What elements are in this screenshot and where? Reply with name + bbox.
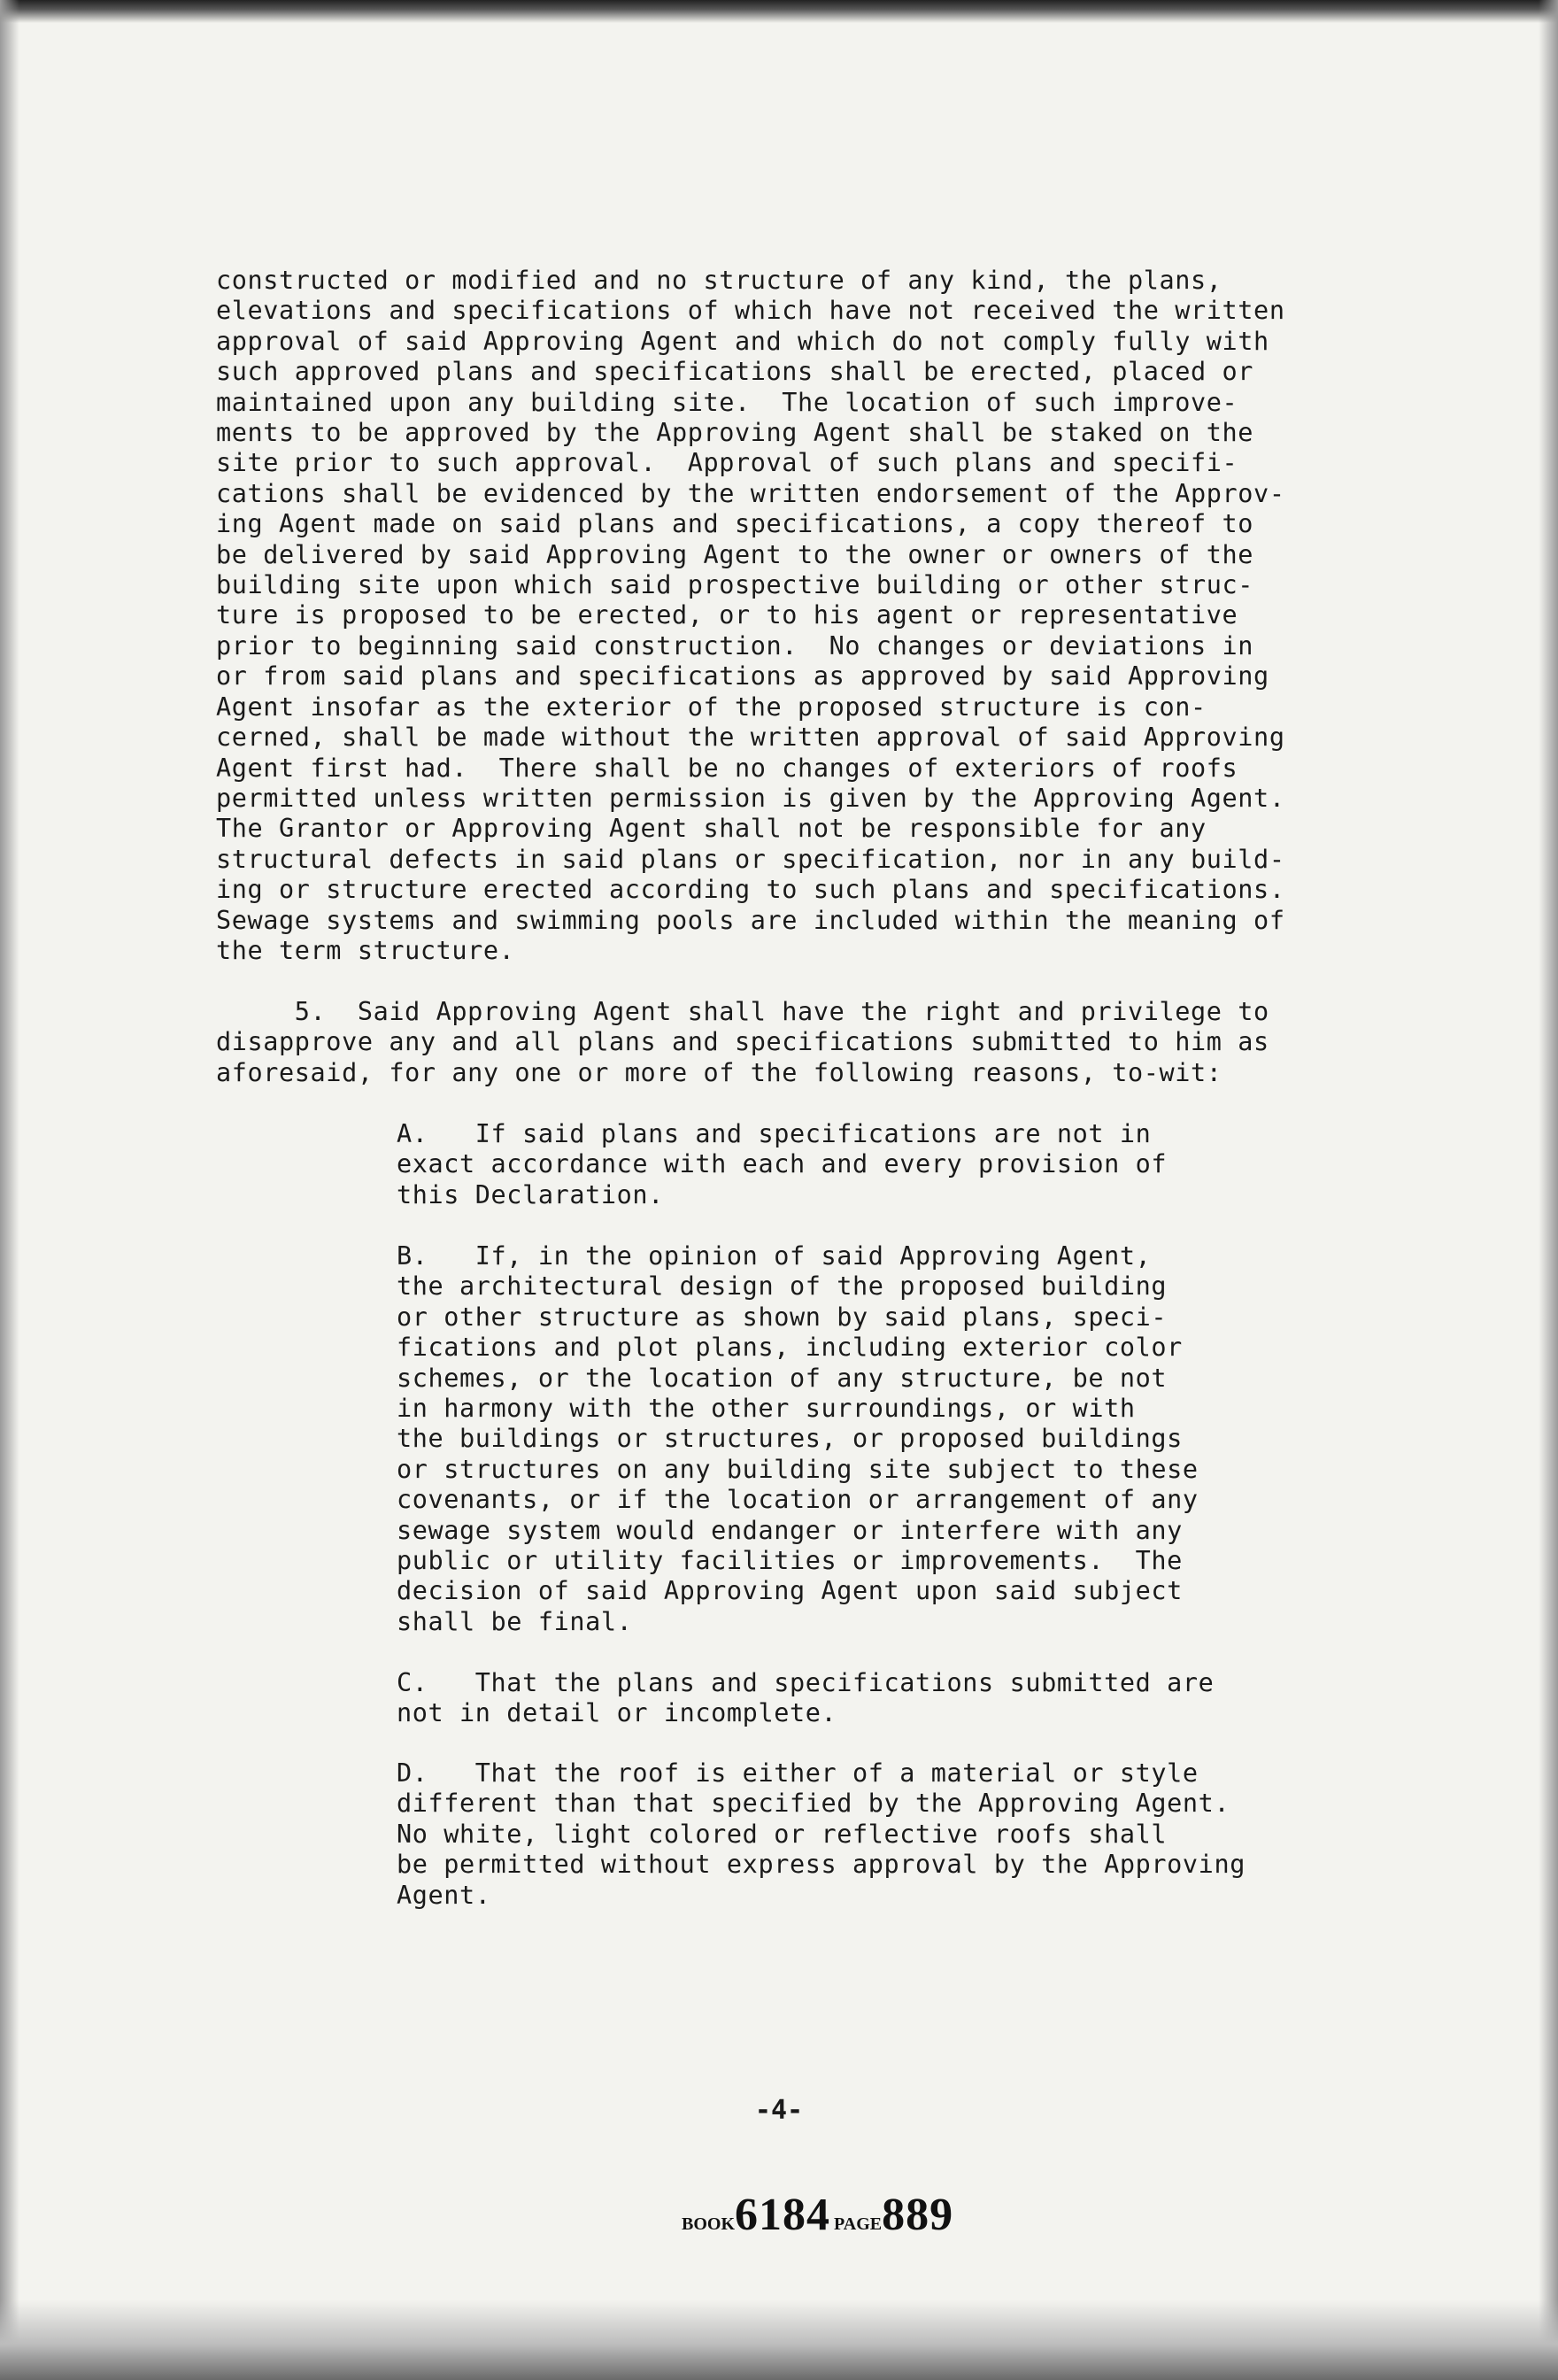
page-number: -4-	[754, 2095, 804, 2126]
text-line: shall be final.	[397, 1606, 633, 1636]
text-line: Sewage systems and swimming pools are included within the meaning of	[216, 905, 1285, 935]
text-line: The Grantor or Approving Agent shall not be responsible for any	[216, 814, 1207, 844]
scan-edge-right	[1539, 0, 1558, 2380]
text-line: cerned, shall be made without the written approval of said Approving	[216, 722, 1285, 753]
stamp-page-number: 889	[882, 2190, 954, 2240]
text-line: No white, light colored or reflective roofs shall	[397, 1819, 1168, 1849]
text-line: be delivered by said Approving Agent to the owner or owners of the	[216, 539, 1254, 569]
stamp-book-label: BOOK	[682, 2214, 736, 2234]
text-line: ing or structure erected according to such plans and specifications.	[216, 875, 1285, 905]
text-line: A. If said plans and specifications are not in	[397, 1119, 1152, 1148]
text-line: constructed or modified and no structure of any kind, the plans,	[216, 266, 1222, 295]
text-line: be permitted without express approval by the Approving	[397, 1850, 1246, 1880]
text-line: maintained upon any building site. The location of such improve-	[216, 387, 1238, 417]
text-line: this Declaration.	[397, 1179, 664, 1209]
scan-edge-bottom	[0, 2300, 1558, 2380]
text-line: such approved plans and specifications shall be erected, placed or	[216, 357, 1254, 387]
paragraph-5	[216, 997, 1455, 1088]
continuation-paragraph	[216, 266, 1455, 966]
text-line: schemes, or the location of any structure, be not	[397, 1363, 1168, 1393]
text-line: permitted unless written permission is given by the Approving Agent.	[216, 783, 1285, 813]
text-line: the term structure.	[216, 935, 515, 965]
text-line: sewage system would endanger or interfere with any	[397, 1515, 1183, 1545]
text-line: Agent.	[397, 1880, 491, 1910]
text-line: ture is proposed to be erected, or to his agent or representative	[216, 600, 1238, 630]
text-line: or other structure as shown by said plans, speci-	[397, 1302, 1168, 1332]
text-line: fications and plot plans, including exterior color	[397, 1333, 1183, 1363]
text-line: ing Agent made on said plans and specifications, a copy thereof to	[216, 509, 1254, 539]
text-line: or structures on any building site subject to these	[397, 1454, 1199, 1484]
reason-d	[397, 1758, 1406, 1911]
text-line: the architectural design of the proposed building	[397, 1271, 1168, 1302]
reason-a	[397, 1119, 1406, 1210]
text-line: or from said plans and specifications as approved by said Approving	[216, 661, 1269, 692]
text-line: building site upon which said prospective building or other struc-	[216, 570, 1254, 600]
text-line: site prior to such approval. Approval of such plans and specifi-	[216, 448, 1238, 478]
text-line: in harmony with the other surroundings, or with	[397, 1394, 1136, 1424]
text-line: disapprove any and all plans and specifications submitted to him as	[216, 1027, 1269, 1057]
text-line: Agent insofar as the exterior of the proposed structure is con-	[216, 692, 1207, 722]
text-line: elevations and specifications of which have not received the written	[216, 296, 1285, 326]
text-line: decision of said Approving Agent upon said subject	[397, 1576, 1183, 1606]
scan-edge-top	[0, 0, 1558, 23]
text-line: prior to beginning said construction. No changes or deviations in	[216, 630, 1254, 661]
text-line: D. That the roof is either of a material or style	[397, 1758, 1199, 1788]
text-line: Agent first had. There shall be no changes of exteriors of roofs	[216, 753, 1238, 783]
text-line: different than that specified by the Approving Agent.	[397, 1789, 1230, 1819]
text-line: cations shall be evidenced by the written endorsement of the Approv-	[216, 478, 1285, 508]
text-line: not in detail or incomplete.	[397, 1698, 837, 1728]
stamp-page-label: PAGE	[834, 2214, 883, 2234]
reason-b	[397, 1241, 1406, 1637]
scan-edge-left	[0, 0, 19, 2380]
text-line: B. If, in the opinion of said Approving Agent,	[397, 1241, 1152, 1271]
book-page-stamp	[682, 2189, 1000, 2242]
reason-c	[397, 1668, 1406, 1729]
text-line: covenants, or if the location or arrangement of any	[397, 1485, 1199, 1515]
text-line: C. That the plans and specifications submitted are	[397, 1668, 1215, 1697]
text-line: ments to be approved by the Approving Agent shall be staked on the	[216, 418, 1254, 448]
text-line: structural defects in said plans or specification, nor in any build-	[216, 844, 1285, 874]
text-line: the buildings or structures, or proposed buildings	[397, 1424, 1183, 1454]
text-line: approval of said Approving Agent and which do not comply fully with	[216, 326, 1269, 356]
text-line: 5. Said Approving Agent shall have the right and privilege to	[216, 997, 1269, 1026]
text-line: exact accordance with each and every provision of	[397, 1149, 1168, 1179]
text-line: aforesaid, for any one or more of the following reasons, to-wit:	[216, 1057, 1222, 1087]
text-line: public or utility facilities or improvements. The	[397, 1546, 1183, 1576]
stamp-book-number: 6184	[735, 2190, 831, 2240]
